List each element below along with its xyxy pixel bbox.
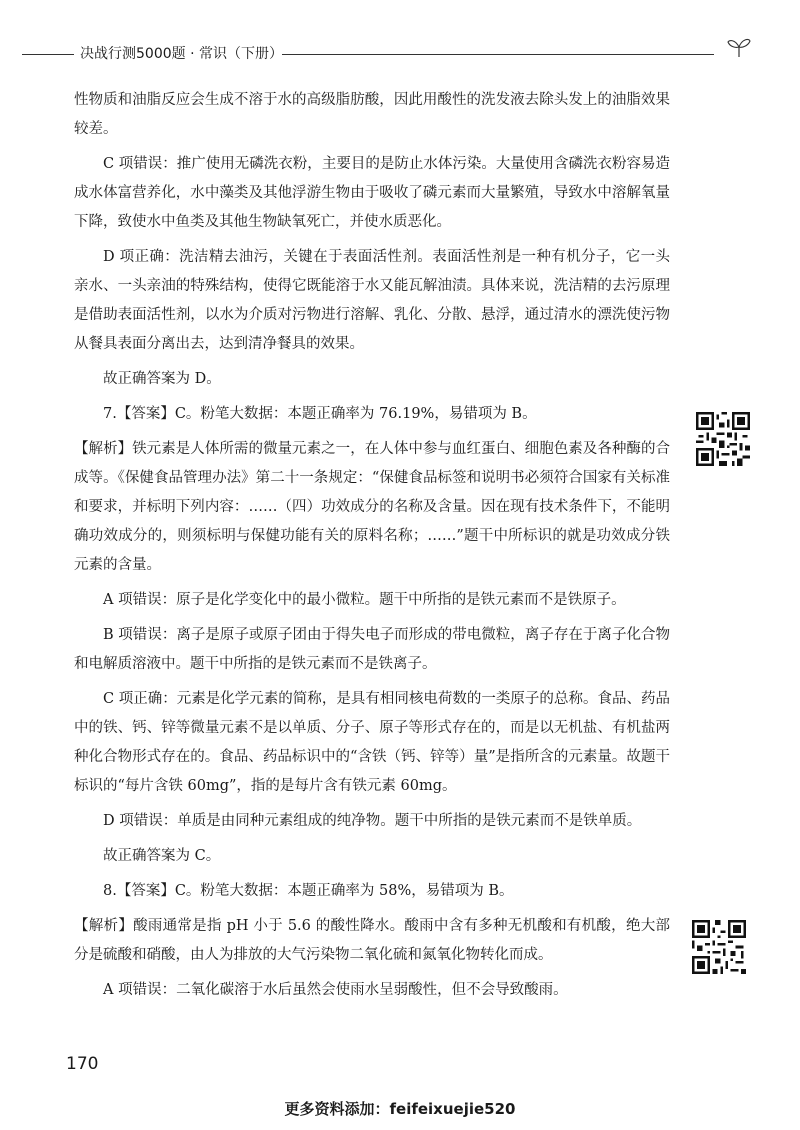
paragraph-option-c: C 项错误：推广使用无磷洗衣粉，主要目的是防止水体污染。大量使用含磷洗衣粉容易造成水体富营养化，水中藻类及其他浮游生物由于吸收了磷元素而大量繁殖，导致水中溶解氧量下降，致使水中鱼类及其他生物缺氧死亡，并使水质恶化。 [74,156,670,230]
paragraph-7b: B 项错误：离子是原子或原子团由于得失电子而形成的带电微粒，离子存在于离子化合物和电解质溶液中。题干中所指的是铁元素而不是铁离子。 [74,627,670,672]
paragraph-7d: D 项错误：单质是由同种元素组成的纯净物。题干中所指的是铁元素而不是铁单质。 [103,813,642,829]
paragraph-conclusion-7: 故正确答案为 C。 [103,848,221,864]
paragraph-7c: C 项正确：元素是化学元素的简称，是具有相同核电荷数的一类原子的总称。食品、药品中的铁、钙、锌等微量元素不是以单质、分子、原子等形式存在的，而是以无机盐、有机盐两种化合物形式存在的。食品、药品标识中的“含铁（钙、锌等）量”是指所含的元素量。故题干标识的“每片含铁 60mg”，指的是每片含有铁元素 60mg。 [74,691,670,794]
paragraph-continued: 性物质和油脂反应会生成不溶于水的高级脂肪酸，因此用酸性的洗发液去除头发上的油脂效果较差。 [74,92,670,137]
qr-code[interactable] [692,920,746,974]
book-title: 决战行测5000题 · 常识（下册） [80,46,283,62]
sprout-icon [726,36,752,58]
page-number: 170 [66,1054,99,1074]
paragraph-conclusion-6: 故正确答案为 D。 [103,371,221,387]
header-rule-right [282,54,714,55]
answer-8: 8.【答案】C。粉笔大数据：本题正确率为 58%，易错项为 B。 [103,883,514,899]
page-body [74,86,670,1011]
analysis-7: 【解析】铁元素是人体所需的微量元素之一，在人体中参与血红蛋白、细胞色素及各种酶的合成等。《保健食品管理办法》第二十一条规定：“保健食品标签和说明书必须符合国家有关标准和要求，并标明下列内容：……（四）功效成分的名称及含量。因在现有技术条件下，不能明确功效成分的，则须标明与保健功能有关的原料名称；……”题干中所标识的就是功效成分铁元素的含量。 [74,441,670,573]
paragraph-option-d: D 项正确：洗洁精去油污，关键在于表面活性剂。表面活性剂是一种有机分子，它一头亲水、一头亲油的特殊结构，使得它既能溶于水又能瓦解油渍。具体来说，洗洁精的去污原理是借助表面活性剂，以水为介质对污物进行溶解、乳化、分散、悬浮，通过清水的漂洗使污物从餐具表面分离出去，达到清净餐具的效果。 [74,249,670,352]
analysis-8: 【解析】酸雨通常是指 pH 小于 5.6 的酸性降水。酸雨中含有多种无机酸和有机酸，绝大部分是硫酸和硝酸，由人为排放的大气污染物二氧化硫和氮氧化物转化而成。 [74,918,670,963]
answer-7: 7.【答案】C。粉笔大数据：本题正确率为 76.19%，易错项为 B。 [103,406,537,422]
footer-note: 更多资料添加：feifeixuejie520 [284,1100,516,1118]
running-header [0,38,800,68]
paragraph-8a: A 项错误：二氧化碳溶于水后虽然会使雨水呈弱酸性，但不会导致酸雨。 [103,982,568,998]
header-rule-left [22,54,74,55]
paragraph-7a: A 项错误：原子是化学变化中的最小微粒。题干中所指的是铁元素而不是铁原子。 [103,592,626,608]
qr-code[interactable] [696,412,750,466]
